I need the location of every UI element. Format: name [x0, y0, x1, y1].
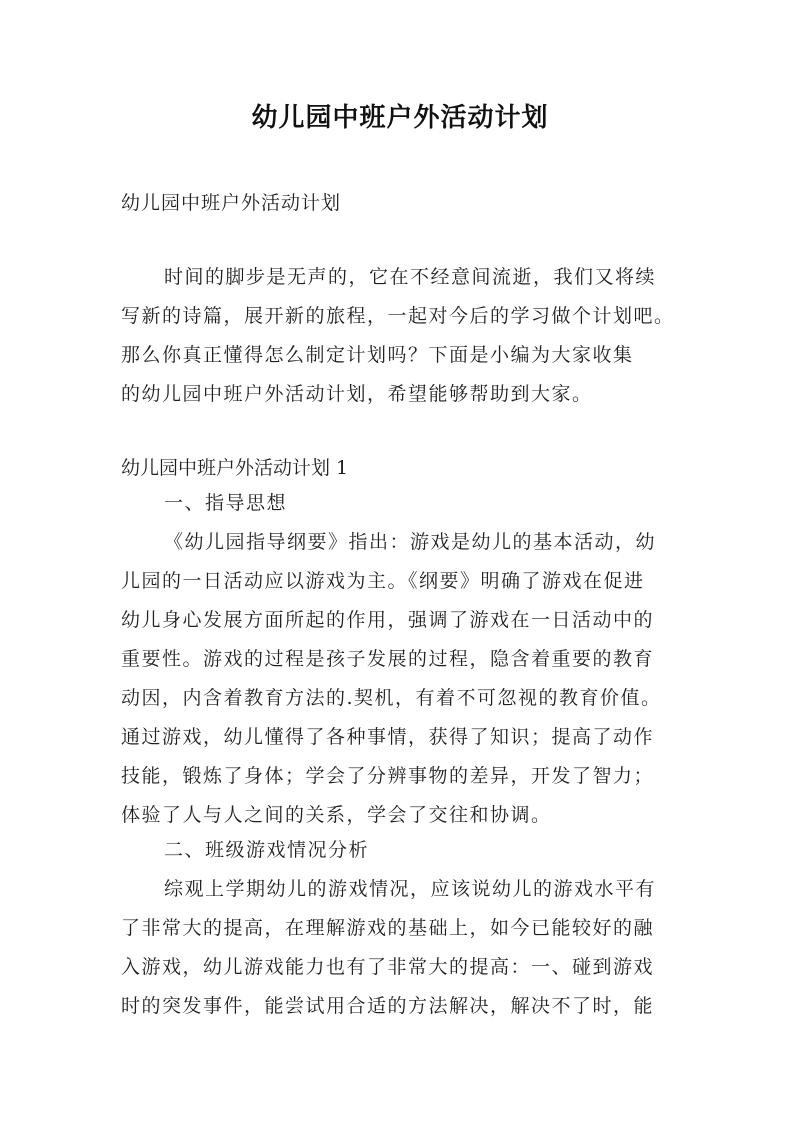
paragraph-line: 儿园的一日活动应以游戏为主。《纲要》明确了游戏在促进	[121, 570, 645, 592]
paragraph-line: 体验了人与人之间的关系，学会了交往和协调。	[121, 804, 552, 826]
intro-line: 时间的脚步是无声的，它在不经意间流逝，我们又将续	[164, 266, 657, 288]
intro-line: 写新的诗篇，展开新的旅程，一起对今后的学习做个计划吧。	[121, 305, 675, 327]
paragraph-line: 时的突发事件，能尝试用合适的方法解决，解决不了时，能	[121, 995, 655, 1017]
paragraph-line: 动因，内含着教育方法的.契机，有着不可忽视的教育价值。	[121, 687, 662, 709]
paragraph-line: 技能，锻炼了身体；学会了分辨事物的差异，开发了智力；	[121, 765, 655, 787]
document-title: 幼儿园中班户外活动计划	[251, 103, 549, 133]
paragraph-line: 重要性。游戏的过程是孩子发展的过程，隐含着重要的教育	[121, 648, 655, 670]
plan-1-heading: 幼儿园中班户外活动计划 1	[121, 457, 349, 479]
paragraph-line: 通过游戏，幼儿懂得了各种事情，获得了知识；提高了动作	[121, 726, 655, 748]
paragraph-line: 幼儿身心发展方面所起的作用，强调了游戏在一日活动中的	[121, 609, 655, 631]
paragraph-line: 《幼儿园指导纲要》指出：游戏是幼儿的基本活动，幼	[164, 531, 657, 553]
intro-line: 的幼儿园中班户外活动计划，希望能够帮助到大家。	[121, 383, 593, 405]
document-subtitle: 幼儿园中班户外活动计划	[121, 192, 342, 214]
intro-line: 那么你真正懂得怎么制定计划吗？下面是小编为大家收集	[121, 344, 634, 366]
paragraph-line: 综观上学期幼儿的游戏情况，应该说幼儿的游戏水平有	[164, 878, 657, 900]
section-heading: 二、班级游戏情况分析	[164, 839, 370, 861]
section-heading: 一、指导思想	[164, 492, 288, 514]
paragraph-line: 入游戏，幼儿游戏能力也有了非常大的提高：一、碰到游戏	[121, 956, 655, 978]
paragraph-line: 了非常大的提高，在理解游戏的基础上，如今已能较好的融	[121, 917, 655, 939]
